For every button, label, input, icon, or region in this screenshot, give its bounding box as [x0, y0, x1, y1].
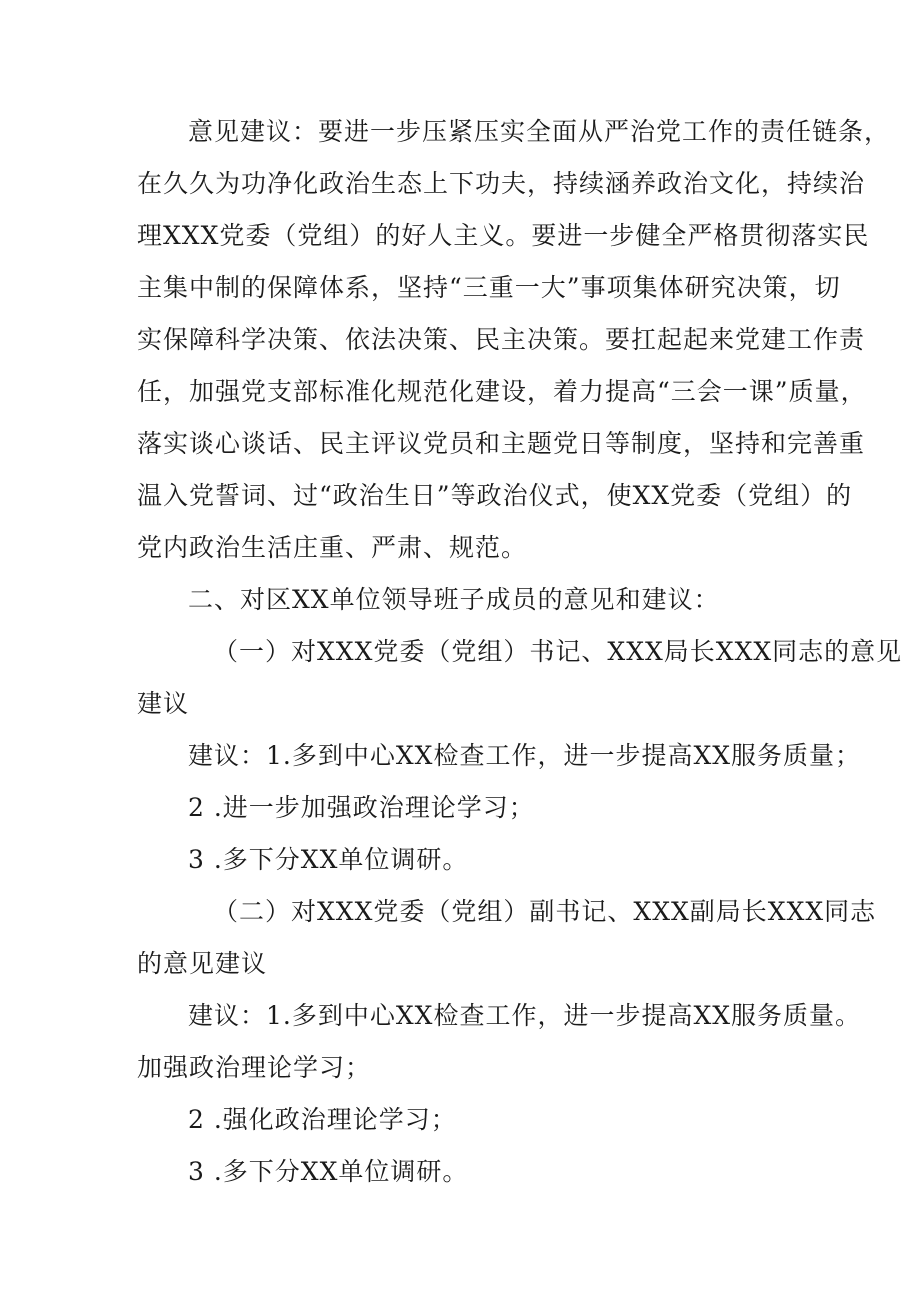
suggestion-item-continuation: 加强政治理论学习；: [137, 1053, 372, 1082]
paragraph-line: 主集中制的保障体系，坚持“三重一大”事项集体研究决策，切: [137, 273, 841, 302]
suggestion-item: 建议：1.多到中心XX检查工作，进一步提高XX服务质量。: [188, 1001, 862, 1030]
suggestion-item: 2 .进一步加强政治理论学习；: [188, 793, 535, 822]
paragraph-line: 党内政治生活庄重、严肃、规范。: [137, 533, 528, 562]
subsection-heading-line: （二）对XXX党委（党组）副书记、XXX副局长XXX同志: [213, 897, 877, 926]
suggestion-item: 3 .多下分XX单位调研。: [188, 845, 469, 874]
subsection-heading-line: （一）对XXX党委（党组）书记、XXX局长XXX同志的意见: [213, 637, 903, 666]
subsection-heading-line: 建议: [137, 689, 190, 718]
paragraph-line: 理XXX党委（党组）的好人主义。要进一步健全严格贯彻落实民: [137, 221, 870, 250]
paragraph-line: 落实谈心谈话、民主评议党员和主题党日等制度，坚持和完善重: [137, 429, 866, 458]
suggestion-item: 3 .多下分XX单位调研。: [188, 1157, 469, 1186]
paragraph-line: 意见建议：要进一步压紧压实全面从严治党工作的责任链条，: [188, 117, 891, 146]
paragraph-line: 实保障科学决策、依法决策、民主决策。要扛起起来党建工作责: [137, 325, 866, 354]
suggestion-item: 2 .强化政治理论学习；: [188, 1105, 457, 1134]
paragraph-line: 温入党誓词、过“政治生日”等政治仪式，使XX党委（党组）的: [137, 481, 853, 510]
paragraph-line: 在久久为功净化政治生态上下功夫，持续涵养政治文化，持续治: [137, 169, 866, 198]
paragraph-line: 任，加强党支部标准化规范化建设，着力提高“三会一课”质量，: [137, 377, 867, 406]
subsection-heading-line: 的意见建议: [137, 949, 268, 978]
suggestion-item: 建议：1.多到中心XX检查工作，进一步提高XX服务质量；: [188, 741, 862, 770]
section-two-heading: 二、对区XX单位领导班子成员的意见和建议：: [188, 585, 720, 614]
